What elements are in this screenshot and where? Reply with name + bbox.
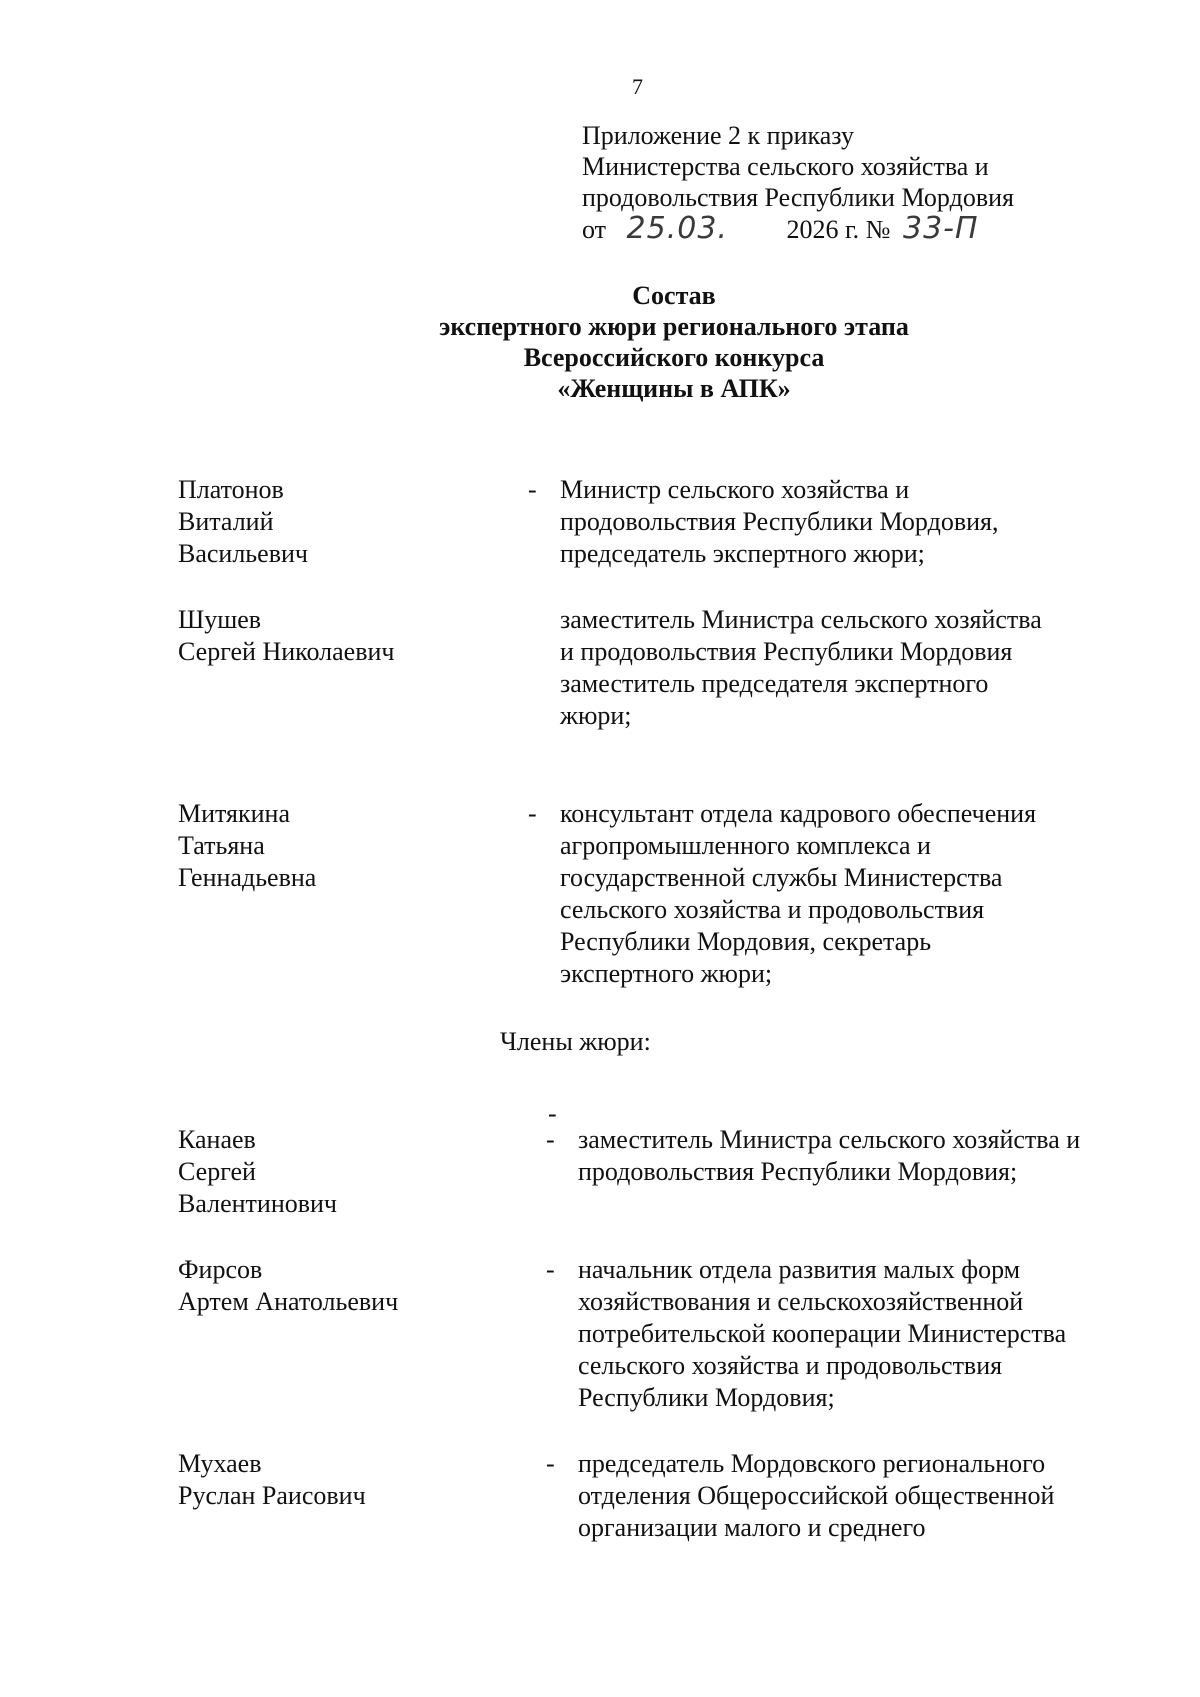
entry-dash: - — [546, 1125, 555, 1154]
position-description-line: сельского хозяйства и продовольствия — [560, 895, 985, 924]
person-name-line: Васильевич — [178, 539, 308, 568]
entry-dash: - — [528, 799, 537, 828]
position-description-line: потребительской кооперации Министерства — [578, 1319, 1067, 1348]
person-name — [178, 1254, 398, 1318]
position-description-line: Республики Мордовия; — [578, 1383, 835, 1412]
position-description-line: жюри; — [560, 701, 632, 730]
person-name — [178, 1448, 366, 1512]
position-description — [560, 474, 1102, 570]
page-number: 7 — [632, 74, 643, 99]
members-label: Члены жюри: — [500, 1027, 651, 1056]
person-name-line: Фирсов — [178, 1255, 263, 1284]
position-description-line: консультант отдела кадрового обеспечения — [560, 799, 1037, 828]
person-name — [178, 1124, 337, 1220]
title-line-3: Всероссийского конкурса — [523, 343, 825, 372]
person-name-line: Платонов — [178, 475, 284, 504]
person-name-line: Геннадьевна — [178, 863, 317, 892]
header-line-2: Министерства сельского хозяйства и — [582, 152, 989, 181]
person-name — [178, 604, 394, 668]
position-description-line: заместитель Министра сельского хозяйства — [560, 605, 1042, 634]
position-description-line: агропромышленного комплекса и — [560, 831, 931, 860]
person-name-line: Канаев — [178, 1125, 256, 1154]
title-line-1: Состав — [632, 281, 716, 310]
person-name-line: Митякина — [178, 799, 291, 828]
position-description-line: председатель Мордовского регионального — [578, 1449, 1046, 1478]
title-line-2: экспертного жюри регионального этапа — [439, 312, 909, 341]
person-name-line: Сергей Николаевич — [178, 637, 395, 666]
position-description — [560, 798, 1102, 990]
person-name-line: Валентинович — [178, 1189, 337, 1218]
person-name-line: Мухаев — [178, 1449, 262, 1478]
position-description-line: продовольствия Республики Мордовия, — [560, 507, 999, 536]
position-description-line: отделения Общероссийской общественной — [578, 1481, 1055, 1510]
position-description-line: Министр сельского хозяйства и — [560, 475, 910, 504]
entry-dash: - — [546, 1449, 555, 1478]
person-name — [178, 474, 308, 570]
header-line-3: продовольствия Республики Мордовия — [582, 183, 1014, 212]
position-description — [560, 604, 1102, 732]
position-description-line: заместитель председателя экспертного — [560, 669, 989, 698]
position-description-line: сельского хозяйства и продовольствия — [578, 1351, 1003, 1380]
position-description-line: и продовольствия Республики Мордовия — [560, 637, 1013, 666]
header-date-line — [582, 213, 1014, 245]
document-title — [0, 280, 1200, 404]
position-description-line: экспертного жюри; — [560, 959, 773, 988]
handwritten-date: 25.03. — [626, 211, 728, 246]
person-name-line: Виталий — [178, 507, 274, 536]
position-description — [578, 1124, 1132, 1188]
person-name-line: Руслан Раисович — [178, 1481, 366, 1510]
position-description-line: продовольствия Республики Мордовия; — [578, 1157, 1018, 1186]
person-name-line: Татьяна — [178, 831, 265, 860]
position-description-line: Республики Мордовия, секретарь — [560, 927, 932, 956]
position-description-line: организации малого и среднего — [578, 1513, 926, 1542]
position-description-line: председатель экспертного жюри; — [560, 539, 925, 568]
position-description-line: начальник отдела развития малых форм — [578, 1255, 1021, 1284]
position-description — [578, 1254, 1132, 1414]
title-line-4: «Женщины в АПК» — [557, 374, 791, 403]
person-name-line: Артем Анатольевич — [178, 1287, 399, 1316]
position-description-line: хозяйствования и сельскохозяйственной — [578, 1287, 1024, 1316]
stray-dash: - — [548, 1099, 557, 1128]
handwritten-order-number: 33-П — [903, 211, 979, 246]
position-description — [578, 1448, 1132, 1544]
entry-dash: - — [528, 475, 537, 504]
person-name — [178, 798, 316, 894]
appendix-header — [582, 120, 1014, 245]
order-year: 2026 г. № — [786, 215, 891, 244]
header-line-1: Приложение 2 к приказу — [582, 121, 855, 150]
position-description-line: заместитель Министра сельского хозяйства и — [578, 1125, 1081, 1154]
person-name-line: Шушев — [178, 605, 262, 634]
person-name-line: Сергей — [178, 1157, 256, 1186]
entry-dash: - — [546, 1255, 555, 1284]
date-prefix: от — [582, 215, 607, 244]
position-description-line: государственной службы Министерства — [560, 863, 1003, 892]
